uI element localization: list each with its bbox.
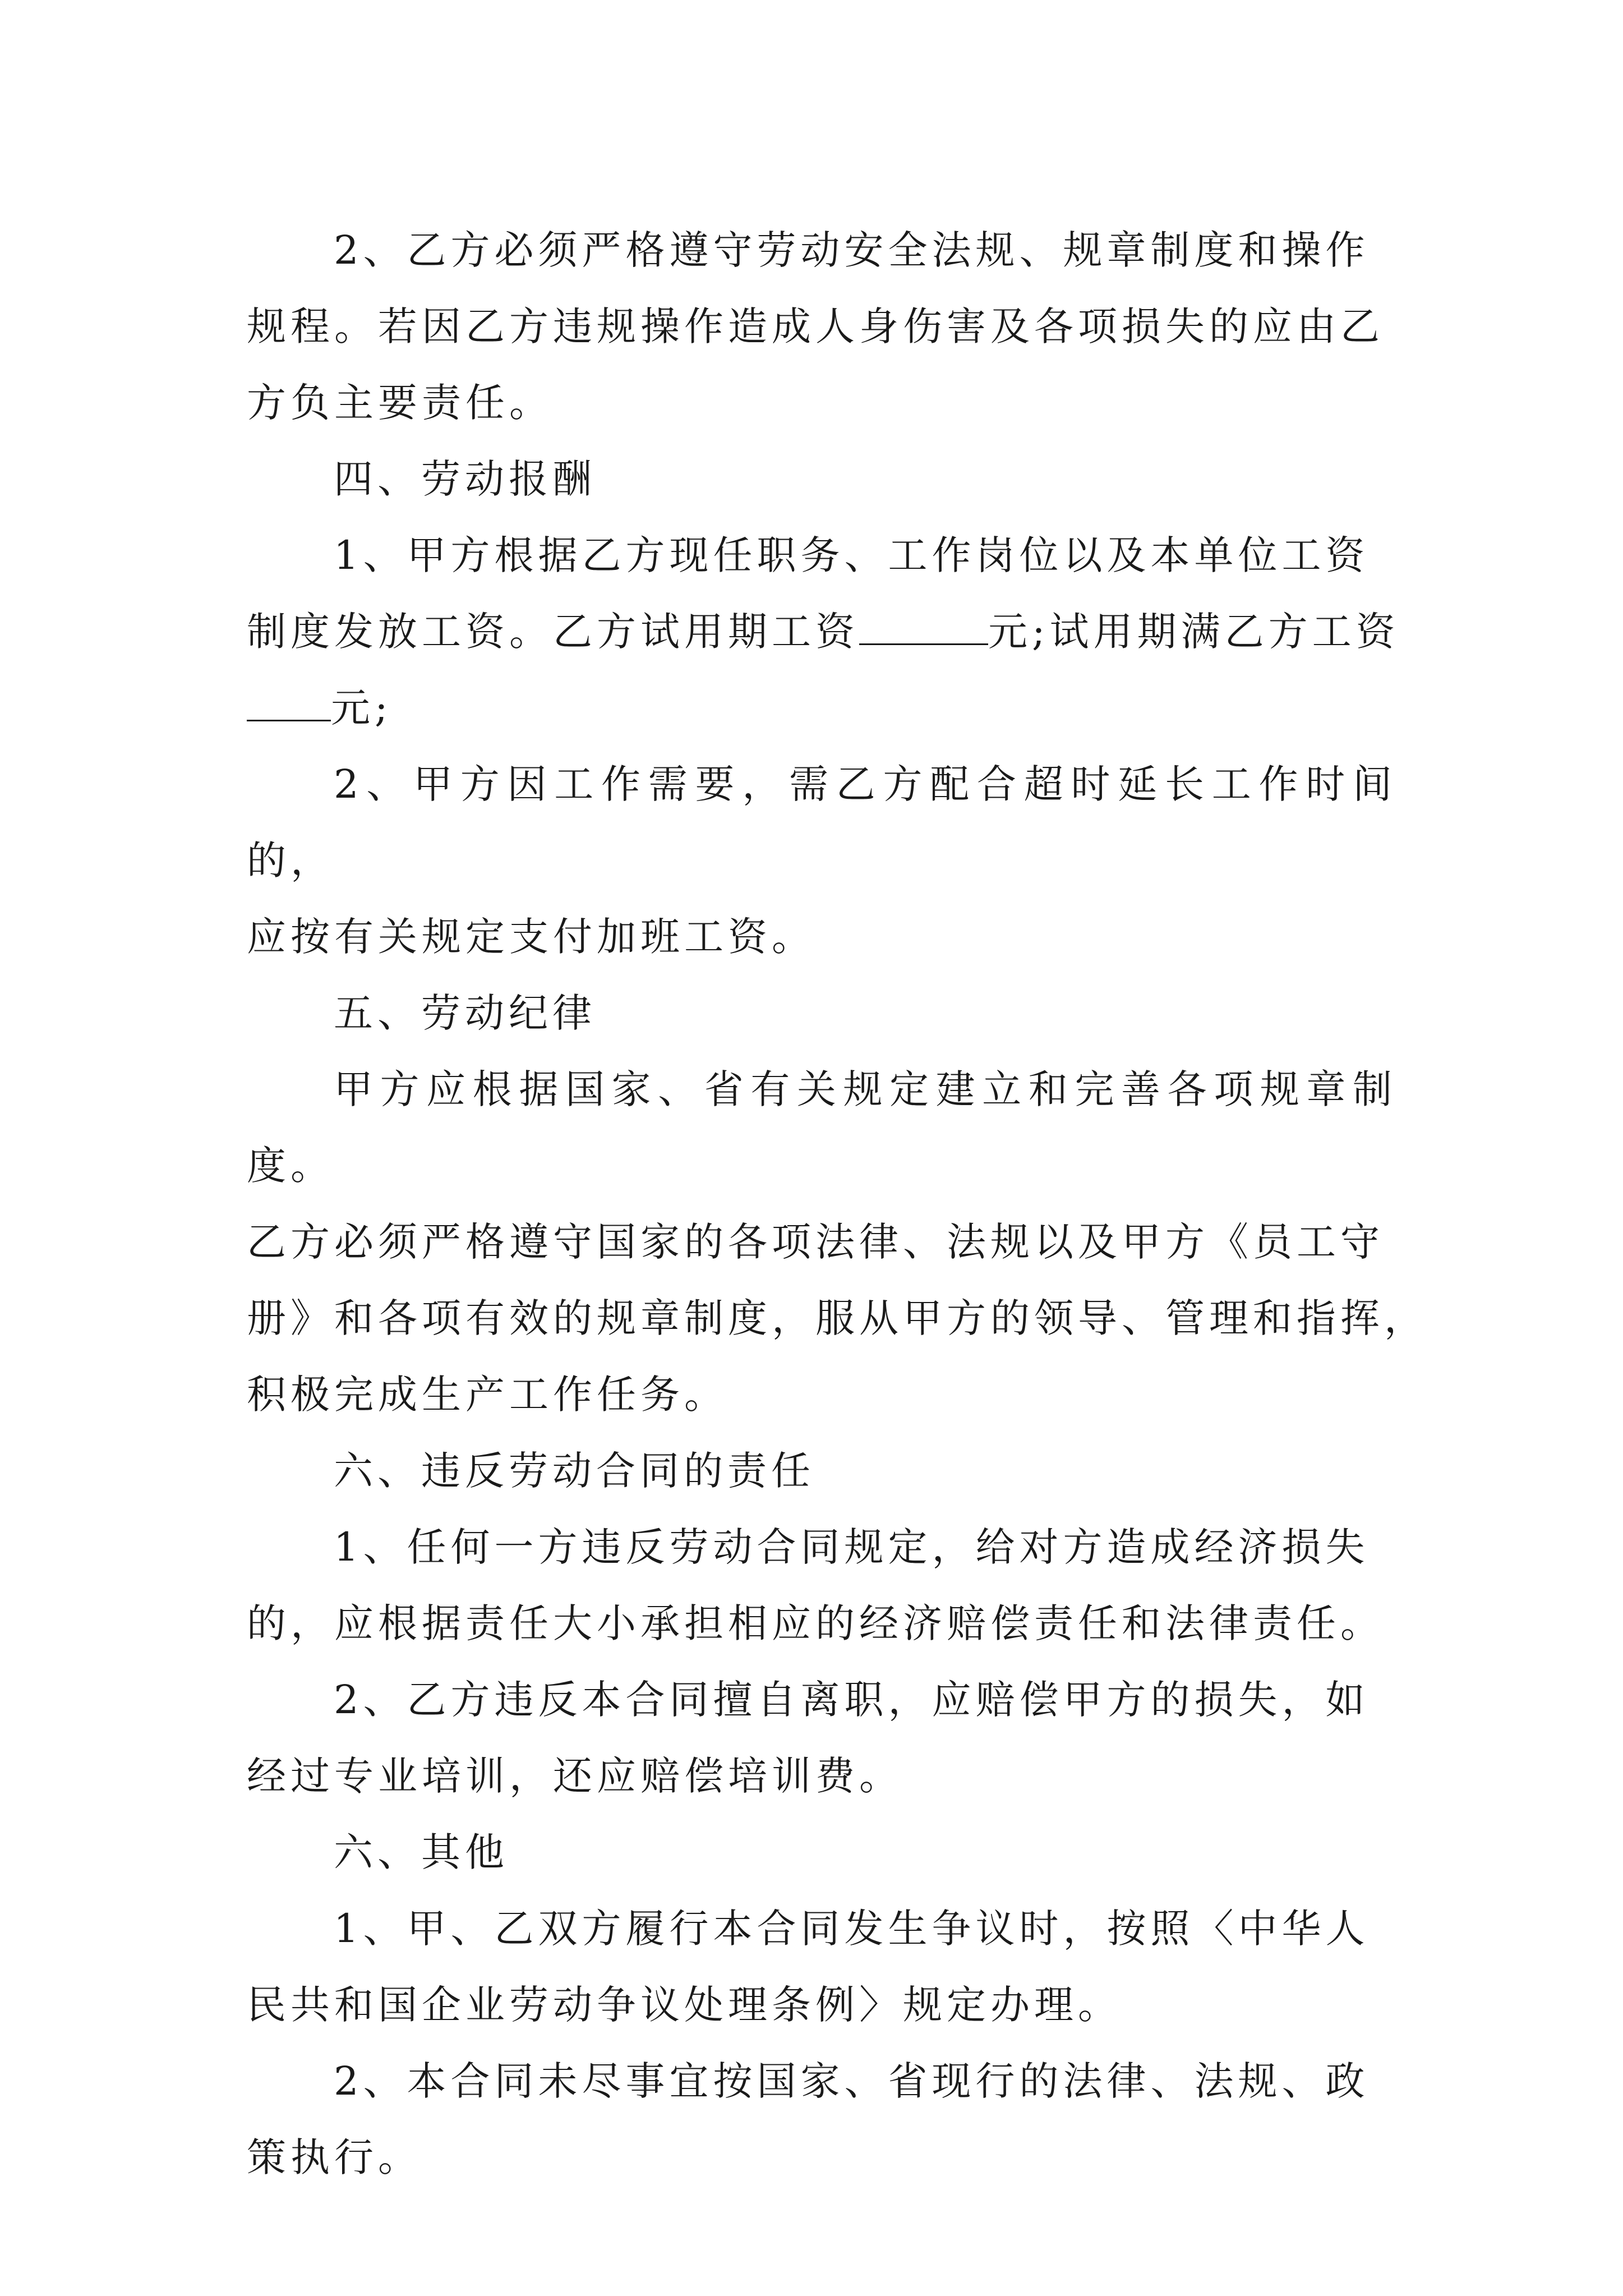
text-line: 民共和国企业劳动争议处理条例〉规定办理。 (247, 1982, 1122, 2028)
section-heading-liability: 六、违反劳动合同的责任 (334, 1448, 815, 1494)
text-line: 策执行。 (247, 2134, 422, 2180)
text-line: 甲方应根据国家、省有关规定建立和完善各项规章制度。 (247, 1066, 1396, 1189)
text-line: 方负主要责任。 (247, 380, 553, 426)
blank-field (247, 686, 331, 721)
text-segment: 制度发放工资。乙方试用期工资 (247, 609, 859, 655)
text-line: 册》和各项有效的规章制度，服从甲方的领导、管理和指挥， (247, 1295, 1428, 1341)
text-line: 1、甲、乙双方履行本合同发生争议时，按照〈中华人 (334, 1906, 1370, 1952)
paragraph-unresolved-matters (247, 2043, 1396, 2196)
text-line: 1、甲方根据乙方现任职务、工作岗位以及本单位工资 (334, 532, 1370, 578)
text-line: 的，应根据责任大小承担相应的经济赔偿责任和法律责任。 (247, 1600, 1384, 1646)
text-line: 积极完成生产工作任务。 (247, 1372, 728, 1418)
document-body (247, 212, 1428, 2196)
paragraph-salary (247, 517, 1400, 746)
text-line (160, 670, 1396, 746)
text-line: 经过专业培训，还应赔偿培训费。 (247, 1753, 903, 1799)
paragraph-unauthorized-leave (247, 1662, 1396, 1814)
text-line: 2、乙方违反本合同擅自离职，应赔偿甲方的损失，如 (334, 1677, 1370, 1723)
text-line: 2、乙方必须严格遵守劳动安全法规、规章制度和操作 (334, 227, 1370, 273)
paragraph-safety-compliance (247, 212, 1396, 441)
text-line: 乙方必须严格遵守国家的各项法律、法规以及甲方《员工守 (247, 1219, 1384, 1265)
section-heading-discipline: 五、劳动纪律 (334, 990, 596, 1036)
paragraph-discipline (247, 1051, 1428, 1433)
paragraph-dispute (247, 1890, 1396, 2043)
section-heading-remuneration: 四、劳动报酬 (334, 456, 596, 502)
text-line: 2、甲方因工作需要，需乙方配合超时延长工作时间的， (247, 761, 1396, 884)
paragraph-overtime (247, 746, 1396, 975)
text-line: 1、任何一方违反劳动合同规定，给对方造成经济损失 (334, 1524, 1370, 1570)
text-line (160, 593, 1400, 670)
text-line: 规程。若因乙方违规操作造成人身伤害及各项损失的应由乙 (247, 303, 1384, 349)
blank-field (859, 610, 988, 645)
text-line: 2、本合同未尽事宜按国家、省现行的法律、法规、政 (334, 2058, 1370, 2104)
text-segment: 元; (331, 685, 393, 731)
text-segment: 元;试用期满乙方工资 (988, 609, 1400, 655)
paragraph-liability-compensation (247, 1509, 1396, 1662)
section-heading-other: 六、其他 (334, 1829, 509, 1875)
text-line: 应按有关规定支付加班工资。 (247, 914, 815, 960)
